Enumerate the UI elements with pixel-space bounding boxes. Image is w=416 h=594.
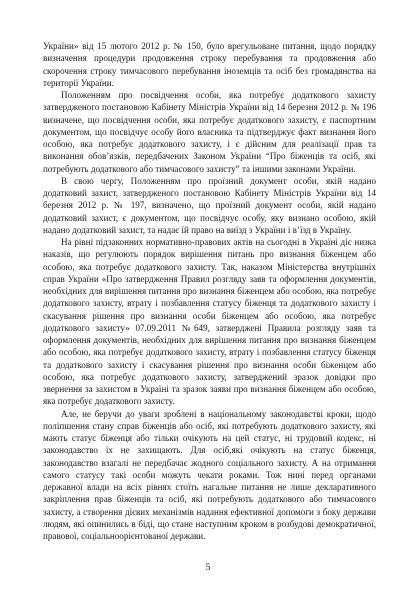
paragraph-travel-document: В свою чергу, Положенням про проїзний документ особи, якій надано додатковий захист, затвердженого постановою Кабінету Міністрів України від 14 березня 2012 р. № 197, визначено, що проїзний документ особи, якій надано додатковий захист, є документом, що посвідчує особу, яку визнано особою, якій надано додатковий захист, та надає їй право на виїзд з України і в’їзд в Україну. bbox=[43, 175, 376, 235]
document-body bbox=[43, 40, 376, 542]
paragraph-conclusion: Але, не беручи до уваги зроблені в національному законодавстві кроки, щодо поліпшення стану справ біженців або осіб, які потребують додаткового захисту, які мають статус біженця або тільки очікують на цей статус, ні трудовий кодекс, ні законодавство їх не захищають. Для осіб,які очікують на статус біженця, законодавство взагалі не передбачає жодного соціального захисту. А на отримання самого статусу такі особи можуть чекати роками. Тож нині перед органами державної влади на всіх рівнях стоїть нагальне питання не лише декларативного закріплення прав біженців та осіб, які потребують додаткового або тимчасового захисту, а створення дієвих механізмів надання ефективної допомоги з боку держави людям, які опинились в біді, що стане наступним кроком в розбудові демократичної, правової, соціальноорієнтованої держави. bbox=[43, 408, 376, 541]
paragraph-orders: На рівні підзаконних нормативно-правових актів на сьогодні в Україні діє низка наказів, що регулюють порядок вирішення питань про визнання біженцем або особою, яка потребує додаткового захисту. Так, наказом Міністерства внутрішніх справ України «Про затвердження Правил розгляду заяв та оформлення документів, необхідних для вирішення питання про визнання біженцем або особою, яка потребує додаткового захисту, втрату і позбавлення статусу біженця та додаткового захисту і скасування рішення про визнання особи біженцем або особою, яка потребує додаткового захисту» 07.09.2011 №649, затверджені Правила розгляду заяв та оформлення документів, необхідних для вирішення питання про визнання біженцем або особою, яка потребує додаткового захисту, втрату і позбавлення статусу біженця та додаткового захисту і скасування рішення про визнання особи біженцем або особою, яка потребує додаткового захисту, затверджений зразок довідки про звернення за захистом в Україні та зразок заяви про визнання біженцем або особою, яка потребує додаткового захисту. bbox=[43, 237, 376, 407]
paragraph-id-document: Положенням про посвідчення особи, яка потребує додаткового захисту затвердженого постановою Кабінету Міністрів України від 14 березня 2012 р. № 196 визначене, що посвідчення особи, яка потребує додаткового захисту, є паспортним документом, що посвідчує особу його власника та підтверджує факт визнання його особою, яка потребує додаткового захисту, і є дійсним для реалізації прав та виконання обов’язків, передбачених Законом України “Про біженців та осіб, які потребують додаткового або тимчасового захисту” та іншими законами України. bbox=[43, 90, 376, 174]
paragraph-continuation: України» від 15 лютого 2012 р. № 150, було врегульоване питання, щодо порядку визначення процедури продовження строку перебування та продовження або скорочення строку тимчасового перебування іноземців та осіб без громадянства на території України. bbox=[43, 41, 376, 88]
page-number: 5 bbox=[205, 563, 211, 573]
